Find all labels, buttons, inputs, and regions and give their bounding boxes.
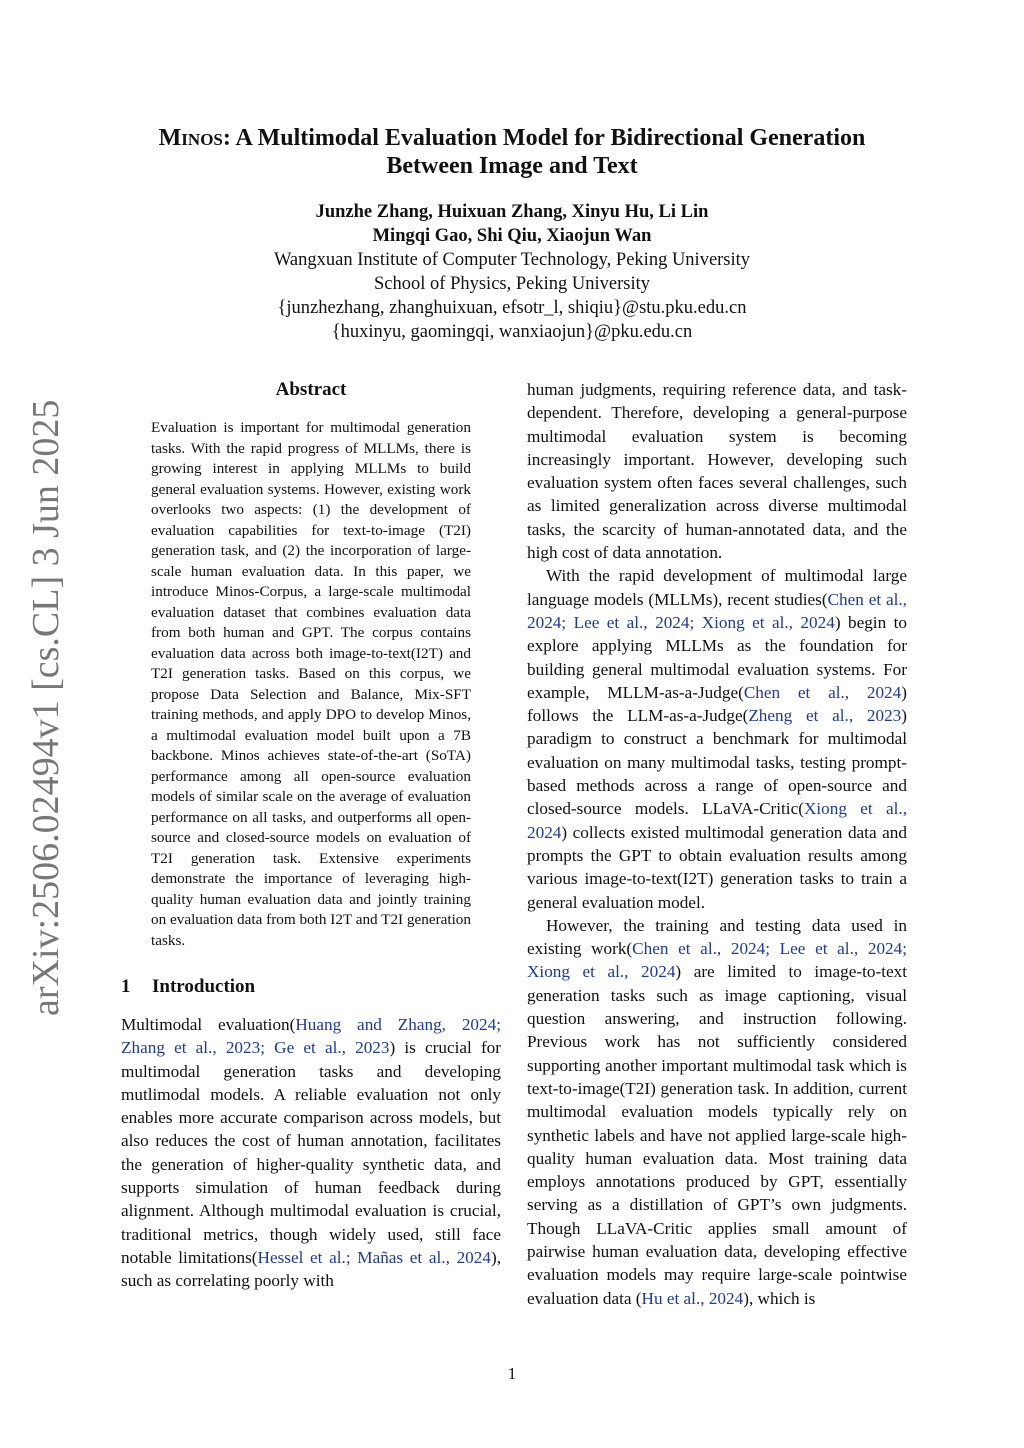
email-line-2: {huxinyu, gaomingqi, wanxiaojun}@pku.edu.cn xyxy=(331,322,693,342)
text-run: ) collects existed multimodal generation data and prompts the GPT to obtain evaluation results among various image-to-text(I2T) generation tasks to train a general evaluation model. xyxy=(527,822,907,912)
affiliation-2: School of Physics, Peking University xyxy=(374,274,650,294)
text-run: With the rapid development of multimodal large language models (MLLMs), recent studies( xyxy=(527,566,907,609)
text-run: ), which is xyxy=(743,1288,816,1308)
text-run: ) follows the LLM-as-a-Judge( xyxy=(527,682,907,726)
citation-link[interactable]: Xiong et al., 2024 xyxy=(527,799,907,842)
text-run: ) paradigm to construct a benchmark for multimodal evaluation on many multimodal tasks, testing prompt-based methods across a range of open-source and closed-source models. LLaVA-Critic( xyxy=(527,706,908,819)
email-line-1: {junzhezhang, zhanghuixuan, efsotr_l, shiqiu}@stu.pku.edu.cn xyxy=(277,298,747,318)
text-run: ) begin to explore applying MLLMs as the foundation for building general multimodal evaluation systems. For example, MLLM-as-a-Judge( xyxy=(527,612,907,702)
citation-link[interactable]: Huang and Zhang, 2024; Zhang et al., 2023; Ge et al., 2023 xyxy=(121,1015,501,1058)
citation-link[interactable]: Hessel et al.; Mañas et al., 2024 xyxy=(257,1247,491,1267)
author-line-1: Junzhe Zhang, Huixuan Zhang, Xinyu Hu, Li Lin xyxy=(315,202,709,222)
title-text: : A Multimodal Evaluation Model for Bidirectional Generation Between Image and Text xyxy=(222,125,866,179)
text-run: ) is crucial for multimodal generation tasks and developing mutlimodal models. A reliable evaluation not only enables more accurate comparison across models, but also reduces the cost of human annotation, facilitates the generation of higher-quality synthetic data, and supports simulation of human feedback during alignment. Although multimodal evaluation is crucial, traditional metrics, though widely used, still face notable limitations( xyxy=(121,1038,502,1267)
citation-link[interactable]: Chen et al., 2024; Lee et al., 2024; Xiong et al., 2024 xyxy=(527,939,907,982)
intro-paragraph-2 xyxy=(527,564,907,913)
left-column xyxy=(121,378,501,1293)
section-title: Introduction xyxy=(152,976,256,997)
affiliation-1: Wangxuan Institute of Computer Technology, Peking University xyxy=(273,250,751,270)
right-column xyxy=(527,378,907,1310)
intro-paragraph-1 xyxy=(121,1013,501,1293)
model-name: Minos xyxy=(158,125,223,151)
section-heading-introduction xyxy=(121,975,501,999)
abstract-body: Evaluation is important for multimodal generation tasks. With the rapid progress of MLLMs, there is growing interest in applying MLLMs to build general evaluation systems. However, existing work overlooks two aspects: (1) the development of evaluation capabilities for text-to-image (T2I) generation task, and (2) the incorporation of large-scale human evaluation data. In this paper, we introduce Minos-Corpus, a large-scale multimodal evaluation dataset that combines evaluation data from both human and GPT. The corpus contains evaluation data across both image-to-text(I2T) and T2I generation tasks. Based on this corpus, we propose Data Selection and Balance, Mix-SFT training methods, and apply DPO to develop Minos, a multimodal evaluation model built upon a 7B backbone. Minos achieves state-of-the-art (SoTA) performance among all open-source evaluation models of similar scale on the average of evaluation performance on all tasks, and outperforms all open-source and closed-source models on evaluation of T2I generation task. Extensive experiments demonstrate the importance of leveraging high-quality human evaluation data and jointly training on evaluation data from both I2T and T2I generation tasks. xyxy=(151,419,471,949)
arxiv-identifier: arXiv:2506.02494v1 [cs.CL] 3 Jun 2025 xyxy=(25,399,67,1016)
author-line-2: Mingqi Gao, Shi Qiu, Xiaojun Wan xyxy=(372,226,652,246)
section-number: 1 xyxy=(121,976,131,997)
text-run: ) are limited to image-to-text generation tasks such as image captioning, visual question answering, and instruction following. Previous work has not sufficiently considered supporting another important multimodal task which is text-to-image(T2I) generation task. In addition, current multimodal evaluation models typically rely on synthetic labels and have not applied large-scale high-quality human evaluation data. Most training data employs annotations produced by GPT, essentially serving as a distillation of GPT’s own judgments. Though LLaVA-Critic applies small amount of pairwise human evaluation data, developing effective evaluation models may require large-scale pointwise evaluation data ( xyxy=(527,962,907,1308)
intro-paragraph-1-continued: human judgments, requiring reference data, and task-dependent. Therefore, developing a general-purpose multimodal evaluation system is becoming increasingly important. However, developing such evaluation system often faces several challenges, such as limited generalization across diverse multimodal tasks, the scarcity of human-annotated data, and the high cost of data annotation. xyxy=(527,380,907,563)
intro-paragraph-3 xyxy=(527,914,907,1310)
citation-link[interactable]: Chen et al., 2024; Lee et al., 2024; Xiong et al., 2024 xyxy=(527,589,907,632)
text-run: Multimodal evaluation( xyxy=(121,1015,296,1034)
author-block xyxy=(120,200,904,344)
citation-link[interactable]: Zheng et al., 2023 xyxy=(748,706,902,726)
citation-link[interactable]: Hu et al., 2024 xyxy=(641,1288,744,1308)
text-run: ), such as correlating poorly with xyxy=(121,1247,501,1291)
paper-title xyxy=(120,124,904,180)
page-number: 1 xyxy=(507,1364,517,1383)
citation-link[interactable]: Chen et al., 2024 xyxy=(743,682,902,702)
abstract-heading: Abstract xyxy=(275,379,347,400)
text-run: However, the training and testing data used in existing work( xyxy=(527,915,907,959)
